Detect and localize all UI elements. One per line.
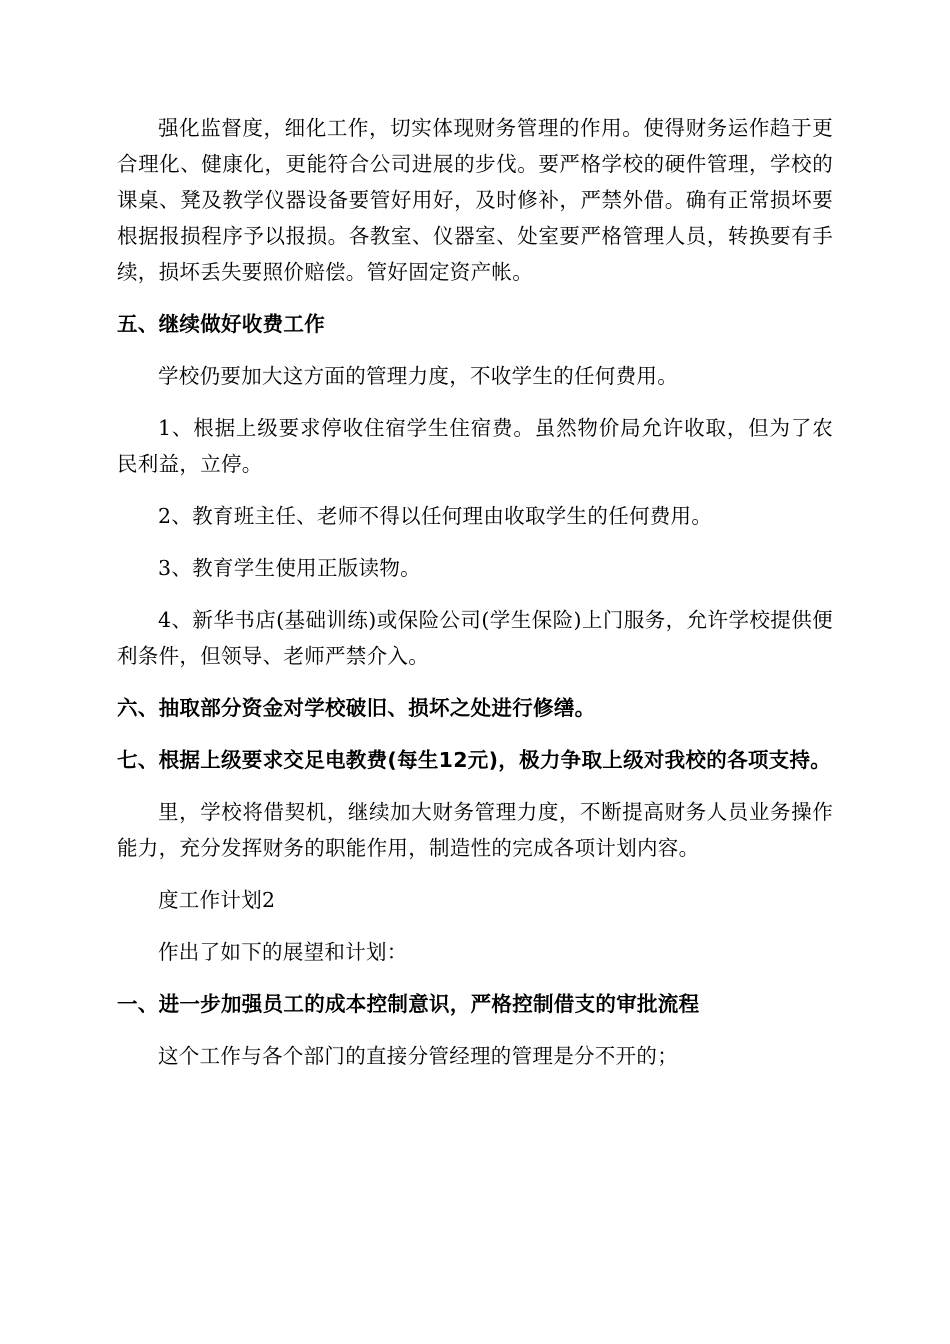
paragraph-finance-supervision: 强化监督度，细化工作，切实体现财务管理的作用。使得财务运作趋于更合理化、健康化，更能符合公司进展的步伐。要严格学校的硬件管理，学校的课桌、凳及教学仪器设备要管好用好，及时修补，严禁外借。确有正常损坏要根据报损程序予以报损。各教室、仪器室、处室要严格管理人员，转换要有手续，损坏丢失要照价赔偿。管好固定资产帐。 <box>117 116 833 284</box>
list-item-1: 1、根据上级要求停收住宿学生住宿费。虽然物价局允许收取，但为了农民利益，立停。 <box>117 416 833 476</box>
list-item-3: 3、教育学生使用正版读物。 <box>158 556 421 580</box>
paragraph-cost-control: 这个工作与各个部门的直接分管经理的管理是分不开的； <box>158 1044 678 1068</box>
heading-cost-control: 一、进一步加强员工的成本控制意识，严格控制借支的审批流程 <box>117 992 700 1016</box>
paragraph-plan-intro: 作出了如下的展望和计划： <box>158 940 408 964</box>
document-page <box>117 110 833 1090</box>
heading-fee-collection: 五、继续做好收费工作 <box>117 312 325 336</box>
paragraph-fee-intro: 学校仍要加大这方面的管理力度，不收学生的任何费用。 <box>158 364 678 388</box>
list-item-4: 4、新华书店(基础训练)或保险公司(学生保险)上门服务，允许学校提供便利条件，但领导、老师严禁介入。 <box>117 608 833 668</box>
heading-repair-funds: 六、抽取部分资金对学校破旧、损坏之处进行修缮。 <box>117 696 596 720</box>
heading-audiovisual-fee: 七、根据上级要求交足电教费(每生12元)，极力争取上级对我校的各项支持。 <box>117 748 832 772</box>
plan-title: 度工作计划2 <box>158 888 276 912</box>
list-item-2: 2、教育班主任、老师不得以任何理由收取学生的任何费用。 <box>158 504 713 528</box>
paragraph-summary: 里，学校将借契机，继续加大财务管理力度，不断提高财务人员业务操作能力，充分发挥财务的职能作用，制造性的完成各项计划内容。 <box>117 800 833 860</box>
